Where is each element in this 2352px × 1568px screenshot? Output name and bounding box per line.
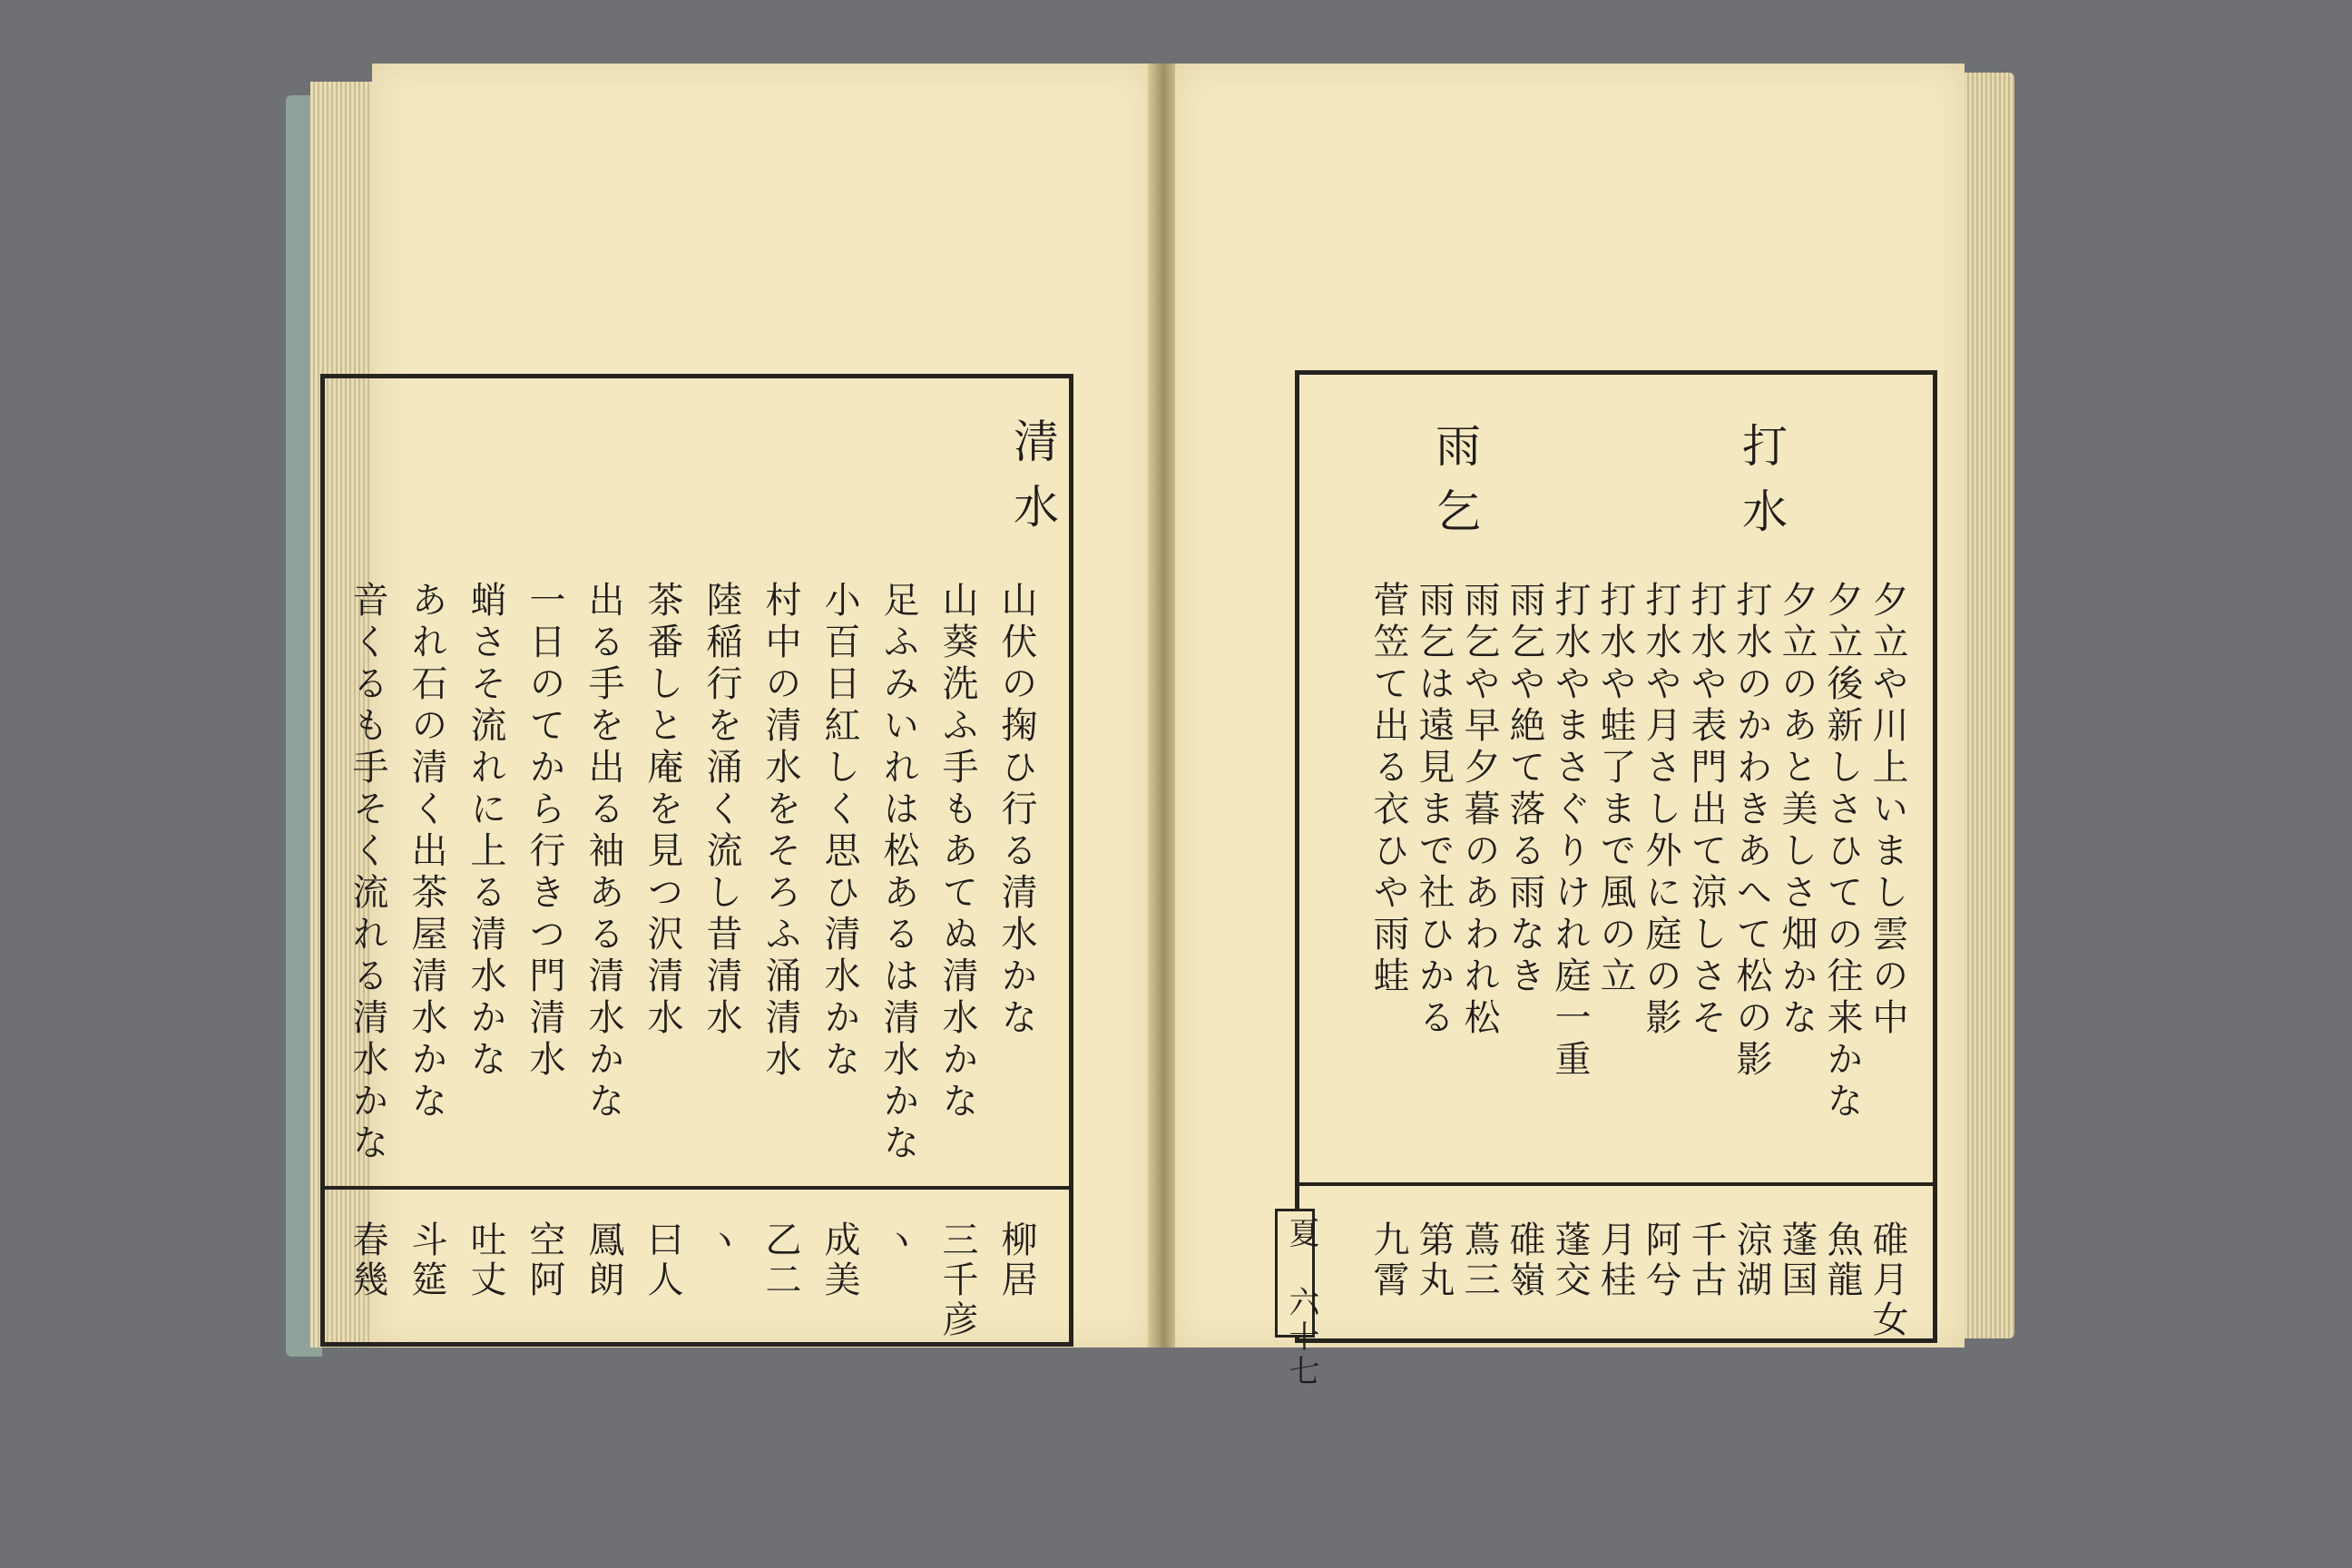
poet-name: ヽ — [877, 1220, 919, 1260]
haiku-line: 山葵洗ふ手もあてぬ清水かな — [936, 581, 978, 1123]
folio-box — [1275, 1209, 1319, 1389]
poet-name: 春幾 — [347, 1220, 388, 1300]
poet-name: 碓月女 — [1867, 1220, 1908, 1340]
haiku-line: 出る手を出る袖ある清水かな — [583, 581, 624, 1123]
poet-name: 魚龍 — [1821, 1220, 1863, 1300]
haiku-line: 雨乞は遠見まで社ひかる — [1413, 581, 1455, 1040]
haiku-line: 蛸さそ流れに上る清水かな — [465, 581, 506, 1082]
haiku-line: 音くるも手そく流れる清水かな — [347, 581, 388, 1165]
haiku-line: 夕立のあと美しさ畑かな — [1776, 581, 1818, 1040]
poet-name: 乙二 — [760, 1220, 801, 1300]
haiku-line: 村中の清水をそろふ涌清水 — [760, 581, 801, 1082]
haiku-line: 陸稲行を涌く流し昔清水 — [701, 581, 742, 1040]
poet-name: 第丸 — [1413, 1220, 1455, 1300]
poet-name: 空阿 — [524, 1220, 565, 1300]
poet-divider-rule — [1299, 1182, 1933, 1186]
haiku-line: 夕立や川上いまし雲の中 — [1867, 581, 1908, 1040]
section-title-uchimizu: 打水 — [1735, 422, 1788, 553]
haiku-line: 山伏の掬ひ行る清水かな — [995, 581, 1037, 1040]
haiku-line: 小百日紅しく思ひ清水かな — [818, 581, 860, 1082]
poet-name: 三千彦 — [936, 1220, 978, 1340]
haiku-line: 足ふみいれは松あるは清水かな — [877, 581, 919, 1165]
poet-name: 曰人 — [642, 1220, 683, 1300]
poet-name: 阿兮 — [1640, 1220, 1681, 1300]
haiku-line: 雨乞や早夕暮のあわれ松 — [1458, 581, 1500, 1040]
section-title-seisui: 清水 — [1006, 417, 1059, 548]
haiku-line: あれ石の清く出茶屋清水かな — [406, 581, 447, 1123]
haiku-line: 夕立後新しさひての往来かな — [1821, 581, 1863, 1123]
haiku-line: 茶番しと庵を見つ沢清水 — [642, 581, 683, 1040]
haiku-line: 雨乞や絶て落る雨なき — [1504, 581, 1545, 998]
poet-name: 月桂 — [1594, 1220, 1636, 1300]
poet-name: 吐丈 — [465, 1220, 506, 1300]
poet-name: 碓嶺 — [1504, 1220, 1545, 1300]
haiku-line: 菅笠て出る衣ひや雨蛙 — [1367, 581, 1409, 998]
poet-name: 鳳朗 — [583, 1220, 624, 1300]
poet-name: 成美 — [818, 1220, 860, 1300]
page-folio: 夏 六十七 — [1283, 1217, 1319, 1389]
poet-name: 涼湖 — [1730, 1220, 1772, 1300]
haiku-line: 打水やまさぐりけれ庭一重 — [1549, 581, 1591, 1082]
haiku-line: 打水や表門出て涼しさそ — [1685, 581, 1727, 1040]
poet-name: 千古 — [1685, 1220, 1727, 1300]
poet-name: 柳居 — [995, 1220, 1037, 1300]
poet-name: ヽ — [701, 1220, 742, 1260]
haiku-line: 打水や月さし外に庭の影 — [1640, 581, 1681, 1040]
page-edges-right — [1965, 73, 2014, 1338]
haiku-line: 一日のてから行きつ門清水 — [524, 581, 565, 1082]
poet-name: 蓬国 — [1776, 1220, 1818, 1300]
poet-name: 蔦三 — [1458, 1220, 1500, 1300]
poet-divider-rule — [325, 1186, 1069, 1190]
haiku-line: 打水のかわきあへて松の影 — [1730, 581, 1772, 1082]
poet-name: 九霄 — [1367, 1220, 1409, 1300]
section-title-amagoi: 雨乞 — [1428, 422, 1481, 553]
haiku-line: 打水や蛙了まで風の立 — [1594, 581, 1636, 998]
poet-name: 斗筵 — [406, 1220, 447, 1300]
poet-name: 蓬交 — [1549, 1220, 1591, 1300]
